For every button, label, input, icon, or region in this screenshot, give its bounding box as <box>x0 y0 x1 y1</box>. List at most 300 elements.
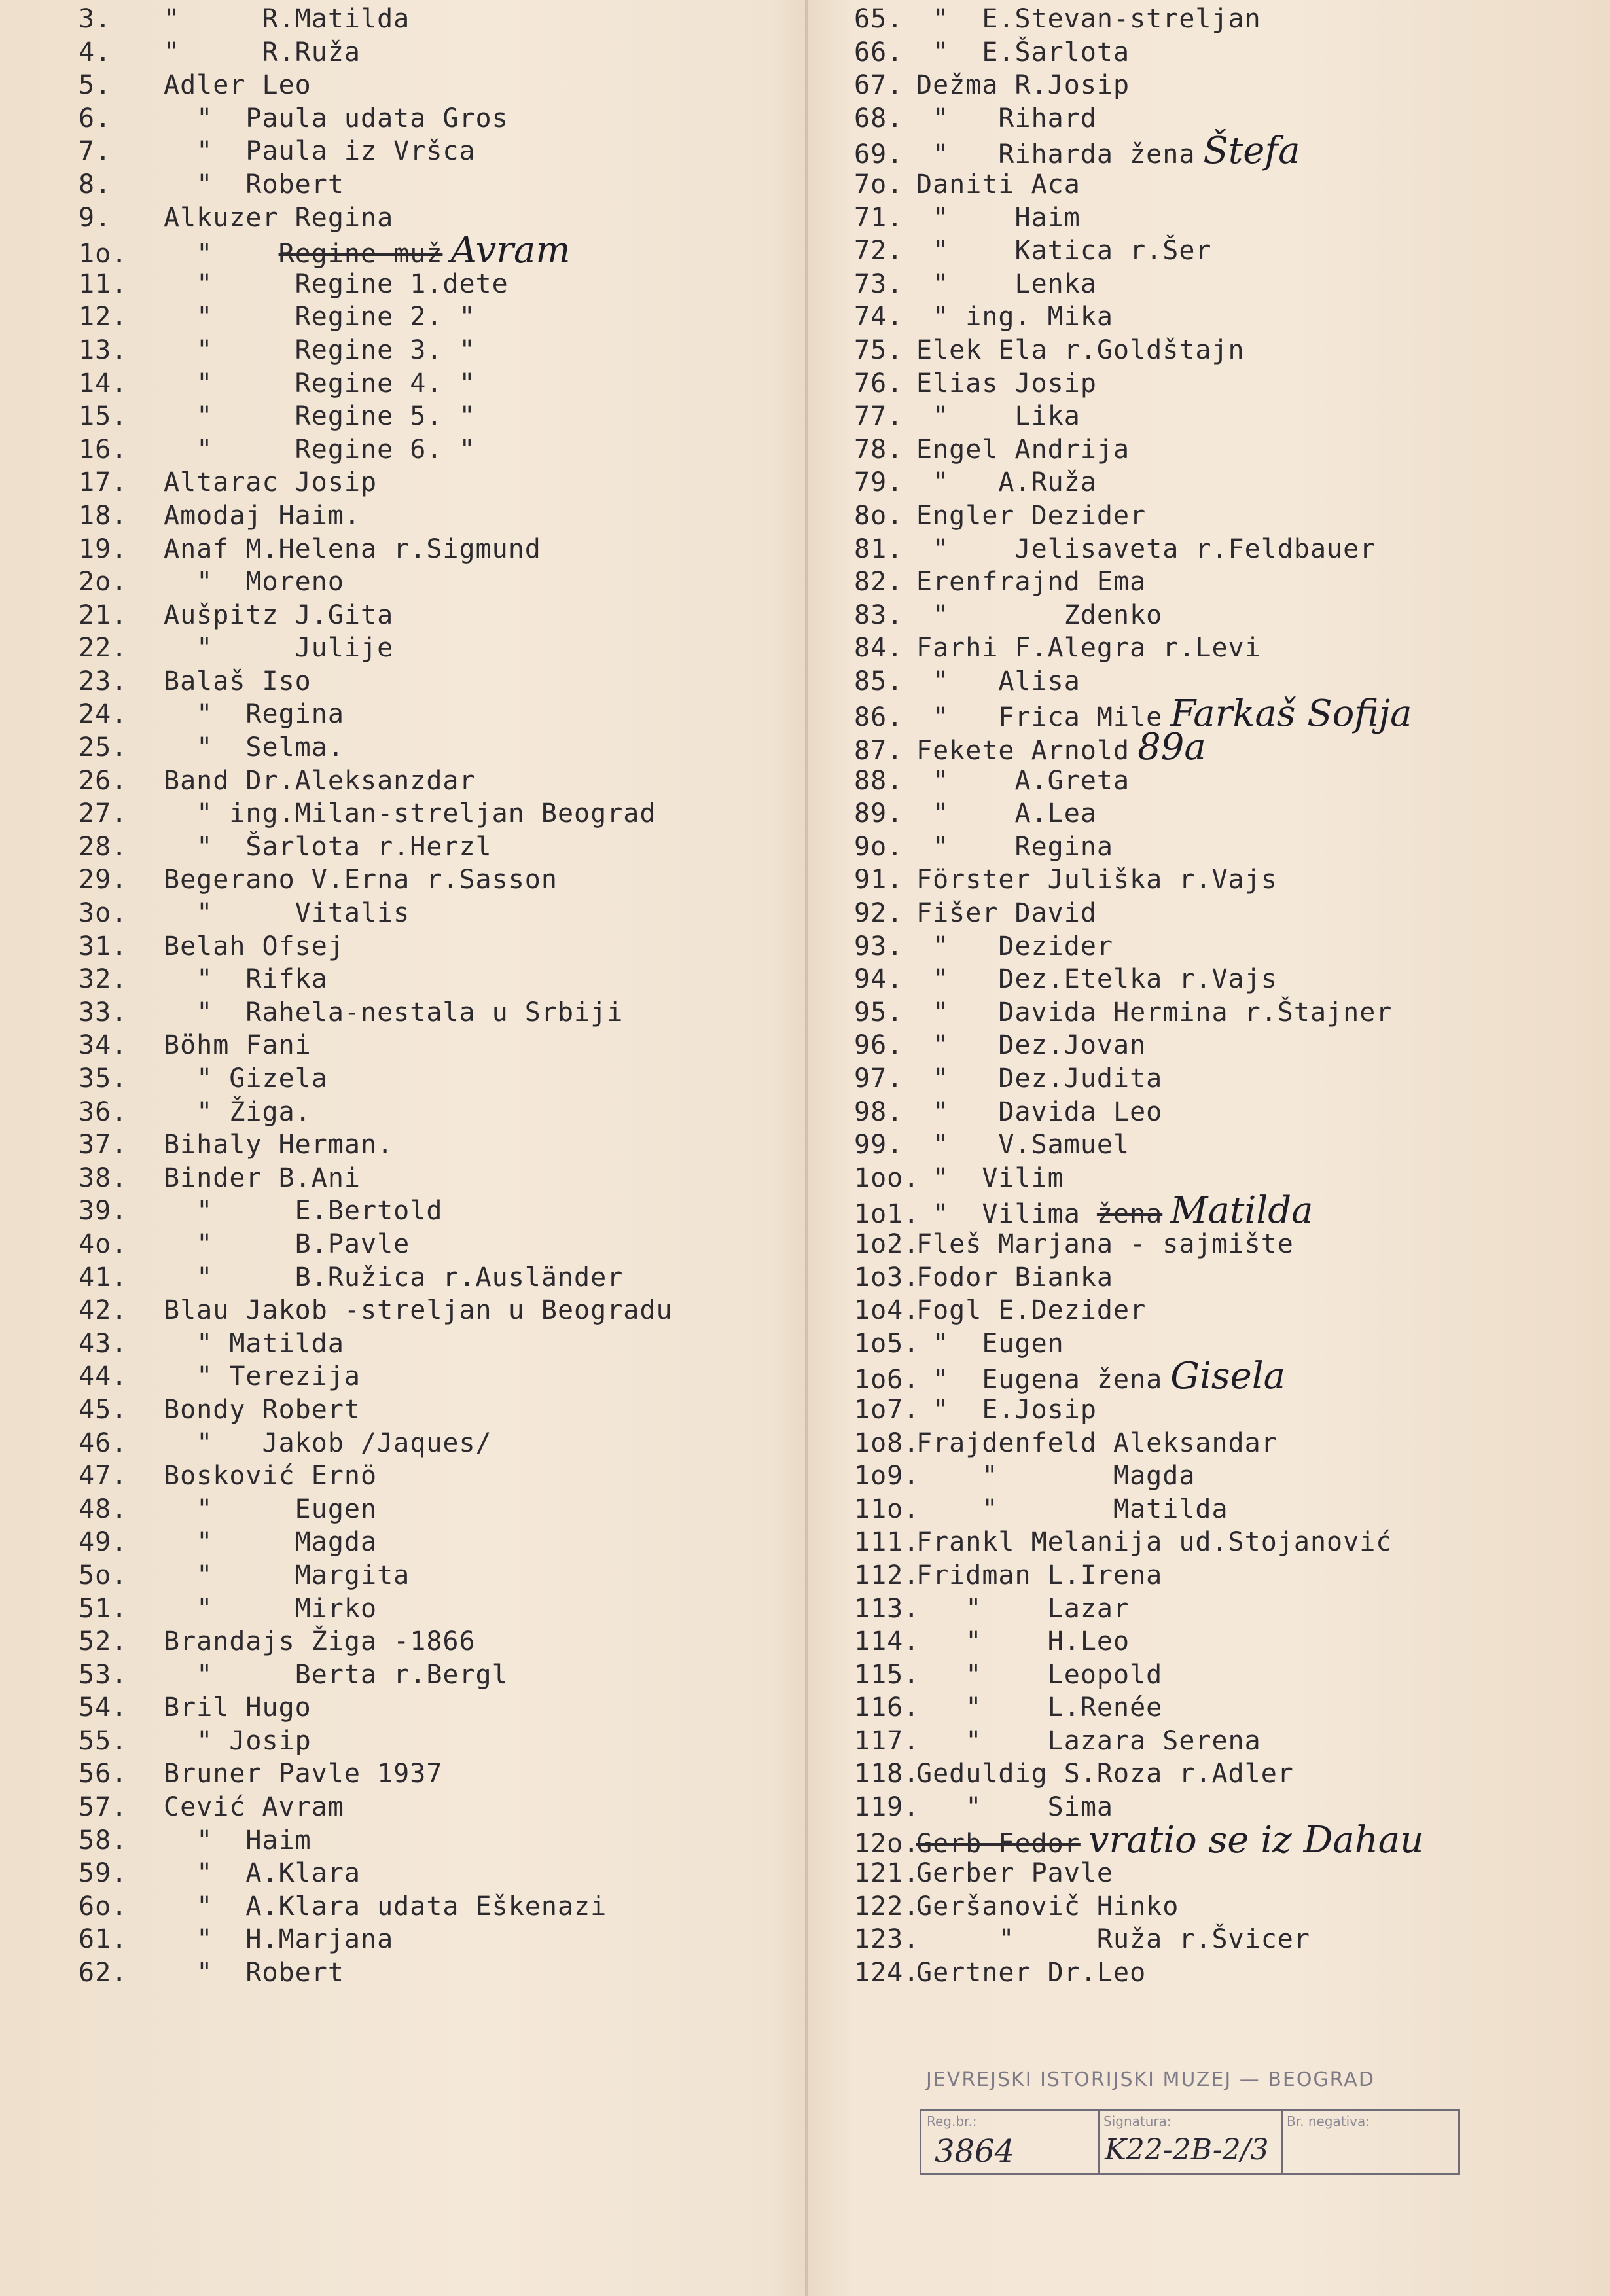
list-item <box>79 1194 785 1228</box>
entry-number: 14. <box>79 368 128 399</box>
list-item <box>854 632 1587 665</box>
list-item <box>854 1691 1587 1725</box>
entry-name: " Eugen <box>916 1328 1064 1359</box>
entry-number: 91. <box>854 865 904 895</box>
entry-name: " Terezija <box>164 1361 361 1392</box>
entry-number: 122. <box>854 1891 920 1922</box>
entry-name: " Vilim <box>916 1162 1064 1193</box>
list-item <box>79 632 785 665</box>
entry-name: " Rahela-nestala u Srbiji <box>164 997 624 1028</box>
entry-number: 85. <box>854 666 904 696</box>
list-item <box>79 1824 785 1857</box>
list-item <box>79 367 785 401</box>
entry-number: 5. <box>79 70 112 101</box>
entry-number: 15. <box>79 401 128 432</box>
entry-name: Belah Ofsej <box>164 931 344 961</box>
entry-number: 34. <box>79 1030 128 1061</box>
list-item <box>79 797 785 831</box>
list-item <box>854 1062 1587 1096</box>
list-item <box>79 1725 785 1758</box>
stamp-label-reg: Reg.br.: <box>927 2113 977 2129</box>
list-item <box>79 69 785 102</box>
entry-name: Elias Josip <box>916 368 1097 399</box>
handwritten-note: Matilda <box>1170 1189 1314 1232</box>
list-item <box>854 599 1587 632</box>
entry-name: " Eugena žena <box>916 1365 1163 1395</box>
list-item <box>854 466 1587 499</box>
list-item <box>854 268 1587 301</box>
entry-number: 7. <box>79 136 112 167</box>
entry-name: " Paula iz Vršca <box>164 136 476 167</box>
entry-name: Alkuzer Regina <box>164 202 394 233</box>
entry-number: 53. <box>79 1659 128 1690</box>
entry-name: Binder B.Ani <box>164 1162 361 1193</box>
entry-name: Elek Ela r.Goldštajn <box>916 334 1245 365</box>
list-item <box>79 433 785 467</box>
entry-name: " Sima <box>916 1792 1113 1823</box>
list-item <box>854 1128 1587 1162</box>
entry-number: 72. <box>854 236 904 266</box>
entry-name: " Dez.Jovan <box>916 1030 1147 1061</box>
entry-number: 65. <box>854 4 904 34</box>
entry-name: " Mirko <box>164 1593 378 1624</box>
entry-number: 124. <box>854 1958 920 1988</box>
list-item <box>79 996 785 1030</box>
entry-name: " Matilda <box>916 1494 1228 1524</box>
entry-number: 55. <box>79 1725 128 1756</box>
entry-number: 1oo. <box>854 1162 920 1193</box>
entry-number: 112. <box>854 1560 920 1590</box>
entry-number: 1o9. <box>854 1461 920 1492</box>
list-item <box>854 1096 1587 1129</box>
entry-number: 58. <box>79 1825 128 1856</box>
handwritten-note: vratio se iz Dahau <box>1088 1818 1424 1861</box>
entry-number: 79. <box>854 467 904 498</box>
entry-number: 1o7. <box>854 1394 920 1425</box>
list-item <box>79 1592 785 1626</box>
entry-number: 9. <box>79 202 112 233</box>
entry-number: 69. <box>854 139 904 170</box>
entry-number: 1o3. <box>854 1262 920 1293</box>
entry-number: 45. <box>79 1394 128 1425</box>
entry-name: Engler Dezider <box>916 500 1147 531</box>
entry-name: " Regine 4. " <box>164 368 476 399</box>
entry-number: 97. <box>854 1064 904 1094</box>
stamp-reg-number: 3864 <box>935 2133 1015 2170</box>
list-item <box>854 1559 1587 1592</box>
list-item <box>79 1691 785 1725</box>
entry-name: " B.Ružica r.Ausländer <box>164 1262 624 1293</box>
entry-name: " E.Šarlota <box>916 37 1130 67</box>
entry-name: " Katica r.Šer <box>916 236 1212 266</box>
entry-name: " H.Marjana <box>164 1924 394 1955</box>
entry-name: Daniti Aca <box>916 169 1081 200</box>
entry-name: Brandajs Žiga -1866 <box>164 1626 476 1657</box>
entry-number: 78. <box>854 434 904 465</box>
entry-number: 47. <box>79 1461 128 1492</box>
entry-name: Bihaly Herman. <box>164 1130 394 1160</box>
entry-number: 1o4. <box>854 1295 920 1326</box>
list-item <box>79 1559 785 1592</box>
entry-name: " Lenka <box>916 268 1097 299</box>
handwritten-note: Avram <box>450 229 571 272</box>
entry-name: " Paula udata Gros <box>164 103 509 134</box>
entry-number: 19. <box>79 533 128 564</box>
entry-number: 6. <box>79 103 112 134</box>
entry-name: Band Dr.Aleksanzdar <box>164 765 476 796</box>
entry-name: " Margita <box>164 1560 410 1590</box>
entry-name: " E.Bertold <box>164 1196 443 1227</box>
right-column <box>854 3 1587 1990</box>
entry-name: Geršanovič Hinko <box>916 1891 1179 1922</box>
list-item <box>854 1757 1587 1791</box>
left-column <box>79 3 785 1990</box>
entry-name: " A.Lea <box>916 798 1097 829</box>
list-item <box>854 1857 1587 1890</box>
entry-name: " Lazar <box>916 1593 1130 1624</box>
entry-number: 1o. <box>79 239 128 270</box>
entry-number: 73. <box>854 268 904 299</box>
list-item <box>854 69 1587 102</box>
list-item <box>79 168 785 202</box>
list-item <box>854 1427 1587 1460</box>
entry-number: 61. <box>79 1924 128 1955</box>
entry-name: " V.Samuel <box>916 1130 1130 1160</box>
entry-number: 86. <box>854 702 904 733</box>
entry-name: Bril Hugo <box>164 1693 312 1723</box>
list-item <box>79 1029 785 1062</box>
entry-number: 5o. <box>79 1560 128 1590</box>
entry-number: 88. <box>854 765 904 796</box>
entry-name: " Žiga. <box>164 1096 312 1127</box>
entry-number: 6o. <box>79 1891 128 1922</box>
entry-name: " Matilda <box>164 1328 344 1359</box>
stamp-label-signature: Signatura: <box>1103 2113 1172 2129</box>
entry-name: Engel Andrija <box>916 434 1130 465</box>
entry-number: 115. <box>854 1659 920 1690</box>
entry-number: 11. <box>79 268 128 299</box>
entry-name: " Gizela <box>164 1064 328 1094</box>
stamp-title: JEVREJSKI ISTORIJSKI MUZEJ — BEOGRAD <box>926 2068 1375 2091</box>
entry-name: " E.Josip <box>916 1394 1097 1425</box>
list-item <box>854 1029 1587 1062</box>
handwritten-note: Štefa <box>1203 130 1300 173</box>
list-item <box>854 726 1587 769</box>
entry-name: " B.Pavle <box>164 1229 410 1259</box>
list-item <box>854 1956 1587 1990</box>
entry-number: 12. <box>79 302 128 332</box>
entry-number: 24. <box>79 699 128 730</box>
entry-name: " Ruža r.Švicer <box>916 1924 1310 1955</box>
list-item <box>79 764 785 798</box>
entry-name: " Lika <box>916 401 1081 432</box>
entry-number: 83. <box>854 600 904 630</box>
entry-name: " ing. Mika <box>916 302 1113 332</box>
entry-name: " Rihard <box>916 103 1097 134</box>
list-item <box>854 1294 1587 1327</box>
entry-name: Aušpitz J.Gita <box>164 600 394 630</box>
entry-number: 16. <box>79 434 128 465</box>
entry-number: 17. <box>79 467 128 498</box>
entry-number: 8. <box>79 169 112 200</box>
list-item <box>854 400 1587 433</box>
entry-name: Begerano V.Erna r.Sasson <box>164 865 558 895</box>
entry-name: Förster Juliška r.Vajs <box>916 865 1278 895</box>
entry-number: 33. <box>79 997 128 1028</box>
list-item <box>79 698 785 731</box>
list-item <box>854 533 1587 566</box>
list-item <box>854 234 1587 268</box>
list-item <box>854 831 1587 864</box>
list-item <box>79 229 785 272</box>
entry-name: Bosković Ernö <box>164 1461 378 1492</box>
list-item <box>79 3 785 36</box>
entry-name: Altarac Josip <box>164 467 378 498</box>
entry-name: " Magda <box>916 1461 1196 1492</box>
entry-number: 27. <box>79 798 128 829</box>
handwritten-note: Gisela <box>1170 1355 1286 1398</box>
entry-number: 113. <box>854 1593 920 1624</box>
entry-name: Balaš Iso <box>164 666 312 696</box>
list-item <box>79 897 785 930</box>
list-item <box>79 1923 785 1956</box>
entry-number: 68. <box>854 103 904 134</box>
list-item <box>79 533 785 566</box>
entry-name: " Regina <box>164 699 344 730</box>
list-item <box>79 731 785 764</box>
entry-number: 3. <box>79 4 112 34</box>
entry-number: 52. <box>79 1626 128 1657</box>
list-item <box>79 1294 785 1327</box>
entry-name: " Jakob /Jaques/ <box>164 1427 492 1458</box>
entry-number: 114. <box>854 1626 920 1657</box>
entry-number: 1o5. <box>854 1328 920 1359</box>
entry-number: 51. <box>79 1593 128 1624</box>
entry-name: " Julije <box>164 633 394 664</box>
entry-number: 37. <box>79 1130 128 1160</box>
entry-name: " Vitalis <box>164 898 410 929</box>
entry-number: 48. <box>79 1494 128 1524</box>
entry-number: 66. <box>854 37 904 67</box>
list-item <box>79 202 785 235</box>
entry-number: 3o. <box>79 898 128 929</box>
list-item <box>79 1493 785 1526</box>
entry-number: 4o. <box>79 1229 128 1259</box>
list-item <box>79 102 785 135</box>
entry-name: Frankl Melanija ud.Stojanović <box>916 1527 1393 1558</box>
entry-name: " Vilima <box>916 1199 1097 1230</box>
entry-name: " Eugen <box>164 1494 378 1524</box>
stamp-cell-signature <box>1098 2111 1283 2173</box>
entry-name: " Robert <box>164 1958 344 1988</box>
entry-name: " Šarlota r.Herzl <box>164 831 492 862</box>
entry-number: 111. <box>854 1527 920 1558</box>
entry-number: 121. <box>854 1858 920 1889</box>
list-item <box>79 300 785 334</box>
list-item <box>79 831 785 864</box>
list-item <box>79 963 785 996</box>
entry-number: 12o. <box>854 1828 920 1859</box>
entry-name: " Zdenko <box>916 600 1163 630</box>
list-item <box>79 1857 785 1890</box>
entry-number: 21. <box>79 600 128 630</box>
entry-number: 38. <box>79 1162 128 1193</box>
entry-number: 59. <box>79 1858 128 1889</box>
list-item <box>79 1956 785 1990</box>
entry-name: " Magda <box>164 1527 378 1558</box>
entry-name: Gerber Pavle <box>916 1858 1113 1889</box>
entry-number: 117. <box>854 1725 920 1756</box>
entry-number: 89. <box>854 798 904 829</box>
entry-number: 54. <box>79 1693 128 1723</box>
list-item <box>854 168 1587 202</box>
entry-number: 8o. <box>854 500 904 531</box>
entry-number: 118. <box>854 1759 920 1789</box>
list-item <box>854 1659 1587 1692</box>
list-item <box>79 565 785 599</box>
entry-name: Fogl E.Dezider <box>916 1295 1147 1326</box>
list-item <box>854 963 1587 996</box>
entry-number: 1o2. <box>854 1229 920 1259</box>
entry-number: 44. <box>79 1361 128 1392</box>
list-item <box>854 1261 1587 1295</box>
entry-number: 18. <box>79 500 128 531</box>
entry-name: " Davida Hermina r.Štajner <box>916 997 1393 1028</box>
entry-name: " Rifka <box>164 964 328 995</box>
entry-name: " Regine 1.dete <box>164 268 509 299</box>
entry-name: " R.Matilda <box>164 4 410 34</box>
entry-name: Fleš Marjana - sajmište <box>916 1229 1294 1259</box>
entry-name: Blau Jakob -streljan u Beogradu <box>164 1295 673 1326</box>
entry-number: 77. <box>854 401 904 432</box>
entry-name: Farhi F.Alegra r.Levi <box>916 633 1261 664</box>
entry-name: " Regine 2. " <box>164 302 476 332</box>
stamp-cell-negative <box>1281 2111 1456 2173</box>
list-item <box>79 334 785 367</box>
entry-number: 92. <box>854 898 904 929</box>
list-item <box>854 499 1587 533</box>
entry-name: Gertner Dr.Leo <box>916 1958 1147 1988</box>
entry-number: 35. <box>79 1064 128 1094</box>
list-item <box>79 1427 785 1460</box>
entry-number: 81. <box>854 533 904 564</box>
list-item <box>79 930 785 963</box>
list-item <box>854 1228 1587 1261</box>
entry-name: Cević Avram <box>164 1792 344 1823</box>
entry-name: " Regina <box>916 831 1113 862</box>
entry-name: " H.Leo <box>916 1626 1130 1657</box>
list-item <box>79 1526 785 1559</box>
list-item <box>79 1791 785 1824</box>
entry-name: Anaf M.Helena r.Sigmund <box>164 533 541 564</box>
entry-number: 23. <box>79 666 128 696</box>
list-item <box>854 863 1587 897</box>
entry-number: 1o6. <box>854 1365 920 1395</box>
entry-number: 96. <box>854 1030 904 1061</box>
entry-name: " R.Ruža <box>164 37 361 67</box>
entry-name: " A.Klara udata Eškenazi <box>164 1891 607 1922</box>
entry-name: Bruner Pavle 1937 <box>164 1759 443 1789</box>
entry-name: " Moreno <box>164 567 344 598</box>
list-item <box>79 863 785 897</box>
entry-name: " E.Stevan-streljan <box>916 4 1261 34</box>
list-item <box>79 1625 785 1659</box>
list-item <box>854 1923 1587 1956</box>
entry-name: Böhm Fani <box>164 1030 312 1061</box>
list-item <box>854 565 1587 599</box>
list-item <box>854 1460 1587 1493</box>
entry-name: " Selma. <box>164 732 344 763</box>
entry-name: " <box>164 239 279 270</box>
list-item <box>79 1162 785 1195</box>
handwritten-note: Farkaš Sofija <box>1170 692 1412 736</box>
list-item <box>79 599 785 632</box>
entry-number: 39. <box>79 1196 128 1227</box>
list-item <box>854 36 1587 69</box>
entry-name: " Haim <box>916 202 1081 233</box>
entry-name: " Berta r.Bergl <box>164 1659 509 1690</box>
entry-number: 32. <box>79 964 128 995</box>
list-item <box>854 3 1587 36</box>
entry-number: 49. <box>79 1527 128 1558</box>
list-item <box>854 797 1587 831</box>
entry-name: Adler Leo <box>164 70 312 101</box>
entry-name: " Regine 6. " <box>164 434 476 465</box>
entry-number: 62. <box>79 1958 128 1988</box>
entry-name: " Haim <box>164 1825 312 1856</box>
list-item <box>854 1189 1587 1232</box>
list-item <box>79 1757 785 1791</box>
entry-number: 119. <box>854 1792 920 1823</box>
entry-number: 28. <box>79 831 128 862</box>
entry-name: " Davida Leo <box>916 1096 1163 1127</box>
list-item <box>79 1659 785 1692</box>
entry-name: " Regine 5. " <box>164 401 476 432</box>
list-item <box>79 1393 785 1427</box>
entry-number: 1o1. <box>854 1199 920 1230</box>
entry-name: Amodaj Haim. <box>164 500 361 531</box>
list-item <box>854 202 1587 235</box>
entry-number: 57. <box>79 1792 128 1823</box>
list-item <box>854 1526 1587 1559</box>
entry-number: 7o. <box>854 169 904 200</box>
entry-name: Fodor Bianka <box>916 1262 1113 1293</box>
list-item <box>79 1062 785 1096</box>
entry-name: Fišer David <box>916 898 1097 929</box>
list-item <box>79 499 785 533</box>
entry-name: " Riharda žena <box>916 139 1196 170</box>
entry-number: 31. <box>79 931 128 961</box>
handwritten-note: 89a <box>1137 726 1206 769</box>
list-item <box>854 367 1587 401</box>
entry-number: 84. <box>854 633 904 664</box>
stamp-signature: K22-2B-2/3 <box>1105 2133 1269 2166</box>
entry-number: 82. <box>854 567 904 598</box>
list-item <box>854 1890 1587 1924</box>
list-item <box>854 1625 1587 1659</box>
entry-name: Geduldig S.Roza r.Adler <box>916 1759 1294 1789</box>
list-item <box>854 130 1587 173</box>
entry-name: " Dezider <box>916 931 1113 961</box>
entry-number: 116. <box>854 1693 920 1723</box>
entry-number: 95. <box>854 997 904 1028</box>
list-item <box>854 300 1587 334</box>
entry-number: 87. <box>854 736 904 766</box>
list-item <box>79 1228 785 1261</box>
list-item <box>854 433 1587 467</box>
list-item <box>79 268 785 301</box>
entry-number: 76. <box>854 368 904 399</box>
